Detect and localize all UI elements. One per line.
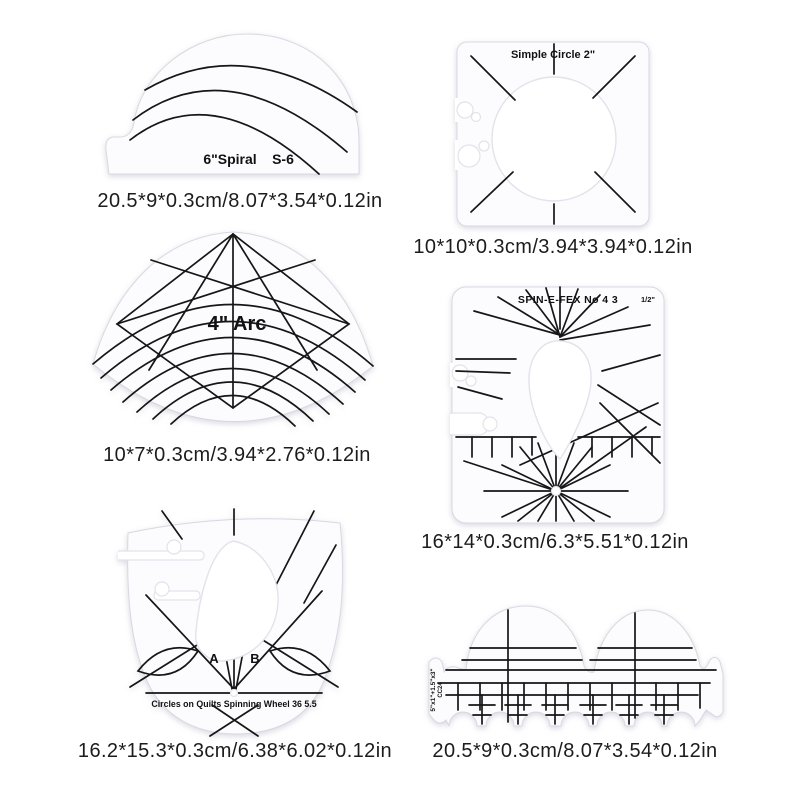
scallop-ruler-outline (429, 606, 723, 726)
ruler-side-size-label: 5"x1"+1.5"x3" (430, 668, 437, 712)
spiral-template-image (95, 26, 370, 178)
spin-e-fex-template-image (450, 285, 666, 525)
size-caption: 10*7*0.3cm/3.94*2.76*0.12in (103, 444, 371, 466)
ruler-side-code-label: CC24 (438, 682, 444, 698)
size-caption: 16*14*0.3cm/6.3*5.51*0.12in (421, 531, 689, 553)
spinning-wheel-title: Circles on Quilts Spinning Wheel 36 5.5 (151, 699, 317, 709)
pivot-hole (231, 690, 238, 697)
size-caption: 10*10*0.3cm/3.94*3.94*0.12in (413, 236, 693, 258)
arc-title: 4" Arc (207, 313, 267, 335)
point-b-label: B (250, 651, 260, 666)
spin-e-fex-fraction-label: 1/2" (641, 295, 655, 304)
size-caption: 20.5*9*0.3cm/8.07*3.54*0.12in (97, 190, 383, 212)
point-a-label: A (209, 651, 219, 666)
arc-template-image (85, 226, 381, 434)
size-caption: 20.5*9*0.3cm/8.07*3.54*0.12in (432, 740, 718, 762)
pivot-hole (552, 487, 561, 496)
spinning-wheel-template-image (118, 503, 350, 738)
simple-circle-title: Simple Circle 2" (510, 49, 596, 61)
spiral-code-label: S-6 (272, 151, 294, 167)
size-caption: 16.2*15.3*0.3cm/6.38*6.02*0.12in (77, 740, 393, 762)
scallop-ruler-template-image (426, 598, 726, 740)
spiral-size-label: 6"Spiral (203, 151, 257, 167)
spin-e-fex-title: SPIN-E-FEX No 4 3 (517, 294, 619, 306)
simple-circle-template-image (455, 40, 651, 228)
